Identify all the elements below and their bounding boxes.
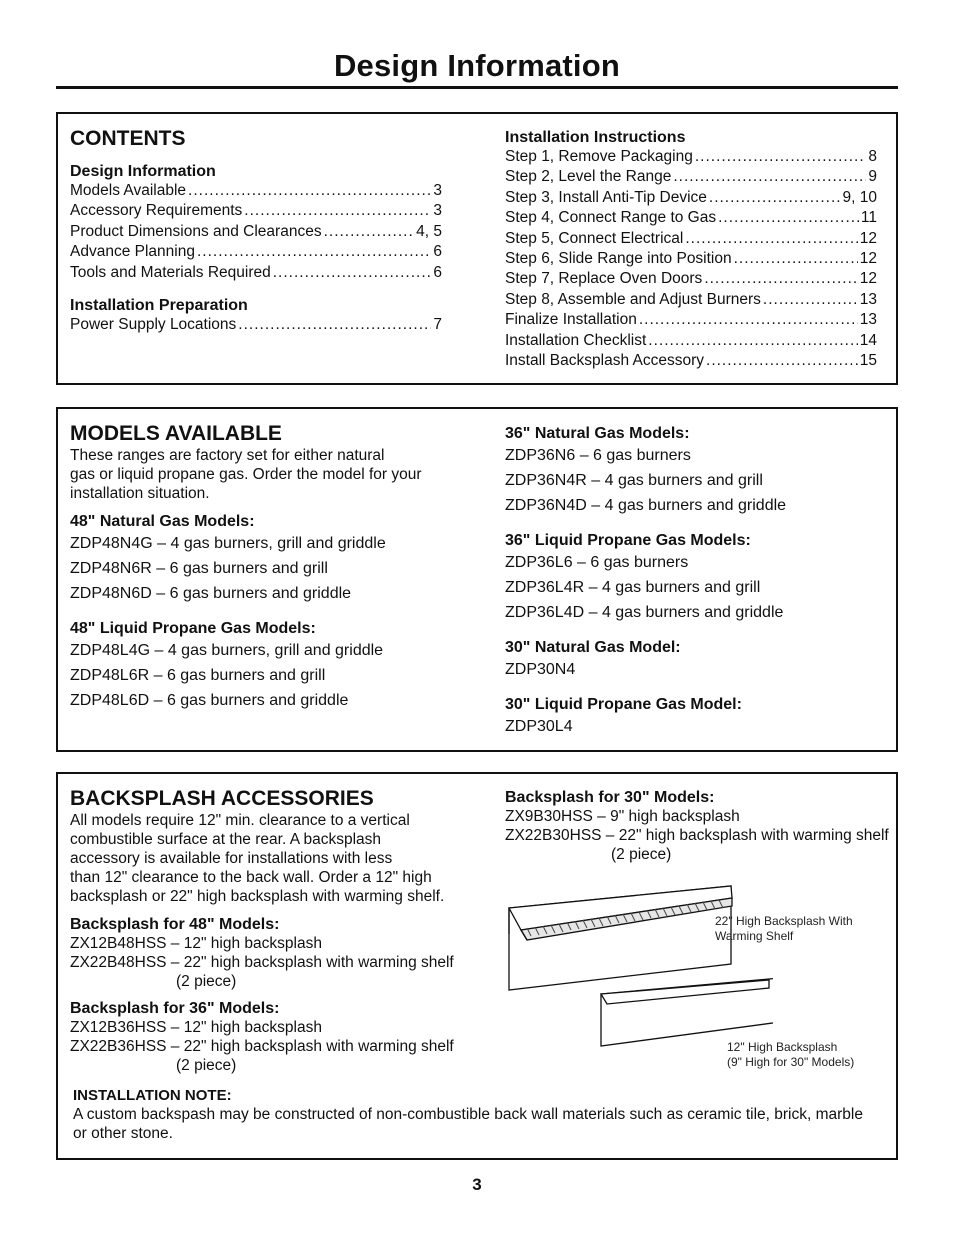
toc-page-number: 3 xyxy=(433,202,442,220)
toc-leader-dots xyxy=(273,263,432,283)
design-info-heading: Design Information xyxy=(70,163,216,180)
model-item: ZDP30N4 xyxy=(505,661,576,678)
backsplash-heading: BACKSPLASH ACCESSORIES xyxy=(70,787,374,810)
toc-label: Models Available xyxy=(70,182,187,199)
toc-label: Step 2, Level the Range xyxy=(505,168,672,186)
backsplash-left-groups xyxy=(70,915,470,1075)
backsplash-item: ZX12B48HSS – 12" high backsplash xyxy=(70,935,322,952)
toc-row xyxy=(505,269,877,289)
toc-label: Step 8, Assemble and Adjust Burners xyxy=(505,290,761,308)
toc-label: Tools and Materials Required xyxy=(70,263,271,281)
toc-label: Step 3, Install Anti-Tip Device xyxy=(505,188,707,206)
backsplash-left-column xyxy=(70,787,470,1075)
toc-page-number: 3 xyxy=(433,182,442,199)
toc-row xyxy=(70,201,442,221)
toc-row xyxy=(505,208,877,228)
toc-row xyxy=(70,315,442,335)
models-right-groups xyxy=(505,424,885,739)
backsplash-illustration xyxy=(503,884,773,1064)
contents-box xyxy=(56,112,898,385)
backsplash-22-shape xyxy=(509,886,732,990)
toc-label: Finalize Installation xyxy=(505,311,637,329)
backsplash-item: ZX22B30HSS – 22" high backsplash with warming shelf xyxy=(505,827,889,844)
toc-page-number: 4, 5 xyxy=(416,222,442,240)
toc-label: Advance Planning xyxy=(70,243,195,261)
title-rule xyxy=(56,86,898,89)
toc-leader-dots xyxy=(709,188,841,208)
toc-row xyxy=(505,188,877,208)
toc-label: Step 1, Remove Packaging xyxy=(505,148,693,165)
model-item: ZDP48N6R – 6 gas burners and grill xyxy=(70,560,328,577)
backsplash-right-column xyxy=(505,788,895,864)
models-right-column xyxy=(505,424,885,739)
backsplash-item: ZX12B36HSS – 12" high backsplash xyxy=(70,1019,322,1036)
toc-row xyxy=(70,181,442,201)
fig-label-12-line2: (9" High for 30" Models) xyxy=(727,1055,855,1069)
toc-page-number: 12 xyxy=(859,270,877,288)
intro-line: combustible surface at the rear. A backsplash xyxy=(70,831,382,848)
intro-line: All models require 12" min. clearance to a vertical xyxy=(70,812,410,829)
toc-row xyxy=(505,147,877,167)
installation-note-text xyxy=(73,1105,888,1143)
toc-instructions-list xyxy=(505,147,877,371)
toc-label: Installation Checklist xyxy=(505,331,647,349)
model-item: ZDP36N4R – 4 gas burners and grill xyxy=(505,472,763,489)
toc-page-number: 6 xyxy=(433,263,442,281)
backsplash-item-suffix: (2 piece) xyxy=(176,1057,237,1074)
toc-leader-dots xyxy=(763,290,858,310)
backsplash-box xyxy=(56,772,898,1160)
toc-label: Accessory Requirements xyxy=(70,202,243,220)
install-prep-heading: Installation Preparation xyxy=(70,297,248,315)
toc-page-number: 13 xyxy=(859,290,877,308)
toc-label: Step 4, Connect Range to Gas xyxy=(505,209,717,227)
intro-line: installation situation. xyxy=(70,485,210,502)
model-item: ZDP30L4 xyxy=(505,718,573,735)
models-intro xyxy=(70,446,450,503)
toc-leader-dots xyxy=(704,269,857,289)
toc-label: Install Backsplash Accessory xyxy=(505,352,705,370)
model-group-heading: 48" Liquid Propane Gas Models: xyxy=(70,620,316,637)
toc-page-number: 12 xyxy=(859,229,877,247)
model-item: ZDP48N6D – 6 gas burners and griddle xyxy=(70,585,352,602)
backsplash-group-heading: Backsplash for 48" Models: xyxy=(70,916,280,933)
backsplash-group-heading: Backsplash for 36" Models: xyxy=(70,1000,280,1017)
toc-page-number: 9, 10 xyxy=(842,188,877,206)
backsplash-intro xyxy=(70,811,470,906)
toc-label: Step 6, Slide Range into Position xyxy=(505,250,732,268)
model-item: ZDP36N6 – 6 gas burners xyxy=(505,447,691,464)
toc-leader-dots xyxy=(706,351,858,371)
toc-page-number: 6 xyxy=(433,243,442,261)
backsplash-12-shape xyxy=(601,974,773,1046)
toc-leader-dots xyxy=(324,222,415,242)
toc-page-number: 13 xyxy=(859,311,877,329)
toc-page-number: 9 xyxy=(868,168,877,186)
toc-leader-dots xyxy=(639,310,858,330)
model-group-heading: 36" Natural Gas Models: xyxy=(505,425,690,442)
model-group-heading: 36" Liquid Propane Gas Models: xyxy=(505,532,751,549)
toc-leader-dots xyxy=(695,147,867,167)
backsplash-item-suffix: (2 piece) xyxy=(611,846,672,863)
toc-row xyxy=(505,249,877,269)
backsplash-group-heading: Backsplash for 30" Models: xyxy=(505,789,715,806)
backsplash-right-group xyxy=(505,788,895,864)
models-left-column xyxy=(70,422,450,713)
models-box xyxy=(56,407,898,752)
toc-leader-dots xyxy=(718,208,859,228)
contents-left-column xyxy=(70,127,442,335)
fig-label-12-line1: 12" High Backsplash xyxy=(727,1040,838,1054)
installation-note xyxy=(73,1086,888,1143)
model-group-heading: 48" Natural Gas Models: xyxy=(70,513,255,530)
model-item: ZDP48L6R – 6 gas burners and grill xyxy=(70,667,326,684)
backsplash-item: ZX9B30HSS – 9" high backsplash xyxy=(505,808,740,825)
model-item: ZDP36N4D – 4 gas burners and griddle xyxy=(505,497,787,514)
toc-row xyxy=(505,229,877,249)
intro-line: than 12" clearance to the back wall. Order a 12" high xyxy=(70,869,432,886)
intro-line: backsplash or 22" high backsplash with warming shelf. xyxy=(70,888,445,905)
model-item: ZDP36L4R – 4 gas burners and grill xyxy=(505,579,761,596)
toc-leader-dots xyxy=(244,201,431,221)
toc-label: Step 7, Replace Oven Doors xyxy=(505,270,703,288)
note-line: or other stone. xyxy=(73,1125,173,1142)
installation-note-heading: INSTALLATION NOTE: xyxy=(73,1087,232,1104)
install-instructions-heading: Installation Instructions xyxy=(505,129,686,146)
backsplash-item: ZX22B48HSS – 22" high backsplash with warming shelf xyxy=(70,954,454,971)
toc-page-number: 8 xyxy=(868,148,877,165)
toc-page-number: 12 xyxy=(859,250,877,268)
toc-leader-dots xyxy=(197,242,431,262)
note-line: A custom backspash may be constructed of non-combustible back wall materials such as ceramic tile, brick, marble xyxy=(73,1106,863,1123)
model-item: ZDP48L6D – 6 gas burners and griddle xyxy=(70,692,349,709)
toc-label: Power Supply Locations xyxy=(70,316,237,334)
model-item: ZDP48L4G – 4 gas burners, grill and griddle xyxy=(70,642,384,659)
toc-row xyxy=(70,222,442,242)
toc-row xyxy=(505,331,877,351)
toc-leader-dots xyxy=(734,249,858,269)
toc-page-number: 15 xyxy=(859,352,877,370)
toc-label: Product Dimensions and Clearances xyxy=(70,222,322,240)
model-group-heading: 30" Natural Gas Model: xyxy=(505,639,681,656)
toc-page-number: 14 xyxy=(859,331,877,349)
toc-row xyxy=(505,167,877,187)
toc-label: Step 5, Connect Electrical xyxy=(505,229,684,247)
toc-leader-dots xyxy=(188,181,431,201)
intro-line: gas or liquid propane gas. Order the model for your xyxy=(70,466,422,483)
models-heading: MODELS AVAILABLE xyxy=(70,422,282,445)
toc-row xyxy=(70,263,442,283)
model-item: ZDP36L4D – 4 gas burners and griddle xyxy=(505,604,784,621)
toc-row xyxy=(505,310,877,330)
toc-prep-list xyxy=(70,315,442,335)
intro-line: These ranges are factory set for either natural xyxy=(70,447,385,464)
toc-leader-dots xyxy=(648,331,857,351)
toc-design-list xyxy=(70,181,442,283)
model-item: ZDP36L6 – 6 gas burners xyxy=(505,554,689,571)
toc-row xyxy=(70,242,442,262)
page-title: Design Information xyxy=(333,48,621,83)
toc-leader-dots xyxy=(685,229,857,249)
toc-page-number: 11 xyxy=(860,209,877,227)
model-group-heading: 30" Liquid Propane Gas Model: xyxy=(505,696,742,713)
models-left-groups xyxy=(70,512,450,713)
backsplash-item-suffix: (2 piece) xyxy=(176,973,237,990)
model-item: ZDP48N4G – 4 gas burners, grill and griddle xyxy=(70,535,386,552)
contents-heading: CONTENTS xyxy=(70,127,186,150)
page-number: 3 xyxy=(472,1175,482,1194)
toc-row xyxy=(505,290,877,310)
toc-leader-dots xyxy=(673,167,866,187)
fig-label-22-line1: 22" High Backsplash With xyxy=(715,914,853,928)
toc-leader-dots xyxy=(238,315,431,335)
contents-right-column xyxy=(505,128,877,371)
toc-row xyxy=(505,351,877,371)
backsplash-item: ZX22B36HSS – 22" high backsplash with warming shelf xyxy=(70,1038,454,1055)
fig-label-22-line2: Warming Shelf xyxy=(715,929,794,943)
intro-line: accessory is available for installations with less xyxy=(70,850,393,867)
toc-page-number: 7 xyxy=(433,316,442,334)
